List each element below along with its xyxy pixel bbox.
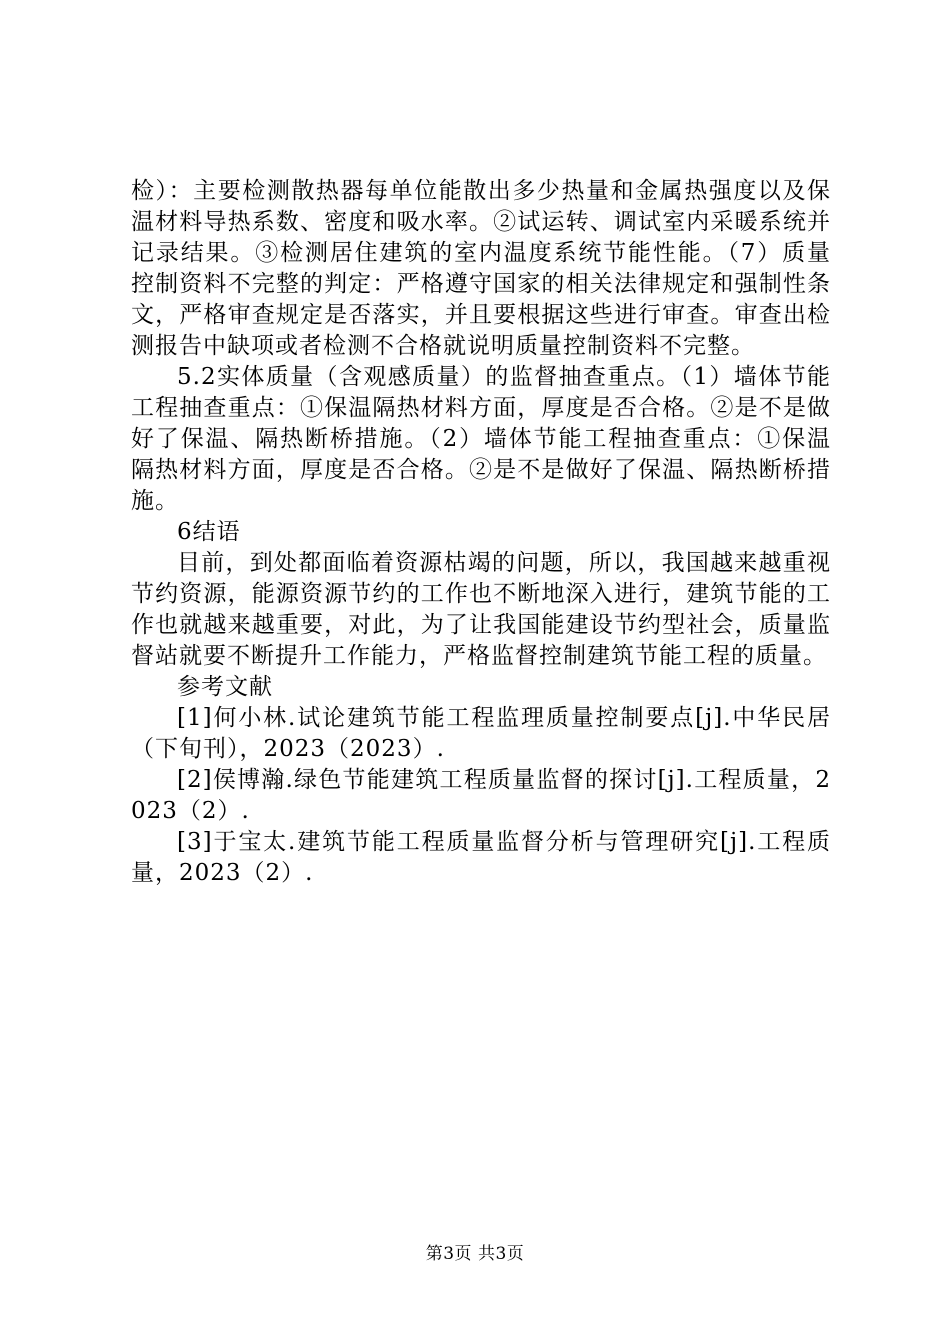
section-heading-conclusion: 6结语 xyxy=(177,519,241,545)
page-number-footer: 第3页 共3页 xyxy=(425,1244,525,1264)
reference-item-2: [2]侯博瀚.绿色节能建筑工程质量监督的探讨[j].工程质量，2023（2）. xyxy=(131,767,831,824)
paragraph-inspection-continued: 检）：主要检测散热器每单位能散出多少热量和金属热强度以及保温材料导热系数、密度和吸水率。②试运转、调试室内采暖系统并记录结果。③检测居住建筑的室内温度系统节能性能。（7）质量控制资料不完整的判定：严格遵守国家的相关法律规定和强制性条文，严格审查规定是否落实，并且要根据这些进行审查。审查出检测报告中缺项或者检测不合格就说明质量控制资料不完整。 xyxy=(131,178,831,359)
reference-item-1: [1]何小林.试论建筑节能工程监理质量控制要点[j].中华民居（下旬刊），2023（2023）. xyxy=(131,705,831,762)
body-text xyxy=(131,176,831,889)
section-heading-references: 参考文献 xyxy=(177,674,273,700)
paragraph-conclusion: 目前，到处都面临着资源枯竭的问题，所以，我国越来越重视节约资源，能源资源节约的工作也不断地深入进行，建筑节能的工作也就越来越重要，对此，为了让我国能建设节约型社会，质量监督站就要不断提升工作能力，严格监督控制建筑节能工程的质量。 xyxy=(131,550,831,669)
paragraph-section-5-2: 5.2实体质量（含观感质量）的监督抽查重点。（1）墙体节能工程抽查重点：①保温隔热材料方面，厚度是否合格。②是不是做好了保温、隔热断桥措施。（2）墙体节能工程抽查重点：①保温隔热材料方面，厚度是否合格。②是不是做好了保温、隔热断桥措施。 xyxy=(131,364,831,514)
reference-item-3: [3]于宝太.建筑节能工程质量监督分析与管理研究[j].工程质量，2023（2）. xyxy=(131,829,831,886)
